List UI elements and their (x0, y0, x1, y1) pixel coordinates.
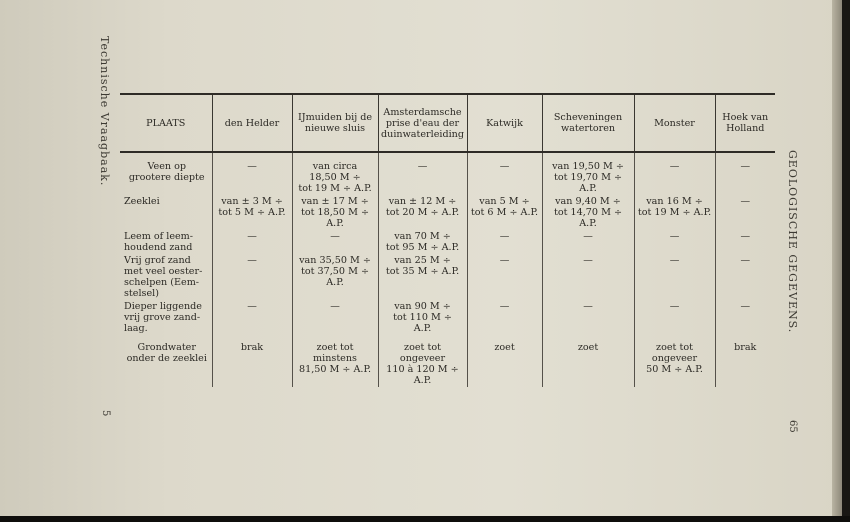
row-label: Dieper liggende vrij grove zand- laag. (124, 301, 202, 334)
page-edge (832, 0, 842, 516)
table-cell: — (634, 254, 715, 300)
table-cell: brak (715, 336, 775, 387)
table-cell: — (542, 230, 634, 254)
table-cell: van 16 M ÷ tot 19 M ÷ A.P. (634, 195, 715, 230)
table-cell: — (467, 254, 542, 300)
left-margin-running-title: Technische Vraagbaak. (98, 36, 111, 187)
header-katwijk: Katwijk (467, 94, 542, 152)
row-label: Leem of leem- houdend zand (124, 231, 194, 253)
table-cell: van 35,50 M ÷ tot 37,50 M ÷ A.P. (292, 254, 378, 300)
geology-table (120, 93, 775, 387)
table-cell: — (542, 254, 634, 300)
table-cell: van 5 M ÷ tot 6 M ÷ A.P. (467, 195, 542, 230)
table-cell: van 70 M ÷ tot 95 M ÷ A.P. (378, 230, 467, 254)
table-cell: — (212, 152, 292, 195)
header-amsterdamsche: Amsterdamsche prise d'eau der duinwaterleiding (378, 94, 467, 152)
header-scheveningen: Scheveningen watertoren (542, 94, 634, 152)
table-row (120, 300, 775, 336)
table-cell: — (467, 300, 542, 336)
table-cell: van 19,50 M ÷ tot 19,70 M ÷ A.P. (542, 152, 634, 195)
header-hoek-van-holland: Hoek van Holland (715, 94, 775, 152)
row-label: Veen op grootere diepte (128, 161, 205, 183)
table-cell: van ± 12 M ÷ tot 20 M ÷ A.P. (378, 195, 467, 230)
header-ijmuiden: IJmuiden bij de nieuwe sluis (292, 94, 378, 152)
table-cell: brak (212, 336, 292, 387)
left-page-number: 5 (100, 410, 111, 417)
table-row (120, 195, 775, 230)
table-cell: — (467, 152, 542, 195)
row-label: Vrij grof zand met veel oester- schelpen (Eem- stelsel) (124, 255, 203, 299)
header-den-helder: den Helder (212, 94, 292, 152)
table-row (120, 152, 775, 195)
table-cell: van circa 18,50 M ÷ tot 19 M ÷ A.P. (292, 152, 378, 195)
header-plaats: PLAATS (120, 94, 212, 152)
table-row (120, 254, 775, 300)
right-margin-running-title: GEOLOGISCHE GEGEVENS. (786, 150, 799, 334)
table-row (120, 230, 775, 254)
table-cell: — (715, 230, 775, 254)
table-cell: — (467, 230, 542, 254)
row-label: Grondwater onder de zeeklei (126, 342, 207, 364)
table-cell: zoet tot ongeveer 110 à 120 M ÷ A.P. (378, 336, 467, 387)
right-page-number: 65 (787, 420, 798, 433)
table-cell: — (292, 300, 378, 336)
table-header-row (120, 94, 775, 152)
table-cell: — (542, 300, 634, 336)
table-cell: — (378, 152, 467, 195)
table-row (120, 336, 775, 387)
table-cell: — (715, 300, 775, 336)
table-cell: van 25 M ÷ tot 35 M ÷ A.P. (378, 254, 467, 300)
table-cell: zoet tot minstens 81,50 M ÷ A.P. (292, 336, 378, 387)
header-monster: Monster (634, 94, 715, 152)
table-cell: van ± 3 M ÷ tot 5 M ÷ A.P. (212, 195, 292, 230)
table-cell: zoet (467, 336, 542, 387)
table-cell: — (715, 254, 775, 300)
bottom-edge (0, 516, 850, 522)
table-cell: — (212, 254, 292, 300)
table-cell: zoet tot ongeveer 50 M ÷ A.P. (634, 336, 715, 387)
table-cell: — (634, 230, 715, 254)
table-cell: — (212, 300, 292, 336)
row-label: Zeeklei (124, 196, 160, 207)
table-cell: zoet (542, 336, 634, 387)
table-cell: — (634, 300, 715, 336)
table-cell: — (212, 230, 292, 254)
table-cell: — (292, 230, 378, 254)
table-cell: — (715, 152, 775, 195)
table-cell: van ± 17 M ÷ tot 18,50 M ÷ A.P. (292, 195, 378, 230)
table-cell: — (715, 195, 775, 230)
table-cell: van 90 M ÷ tot 110 M ÷ A.P. (378, 300, 467, 336)
table-cell: van 9,40 M ÷ tot 14,70 M ÷ A.P. (542, 195, 634, 230)
table-cell: — (634, 152, 715, 195)
